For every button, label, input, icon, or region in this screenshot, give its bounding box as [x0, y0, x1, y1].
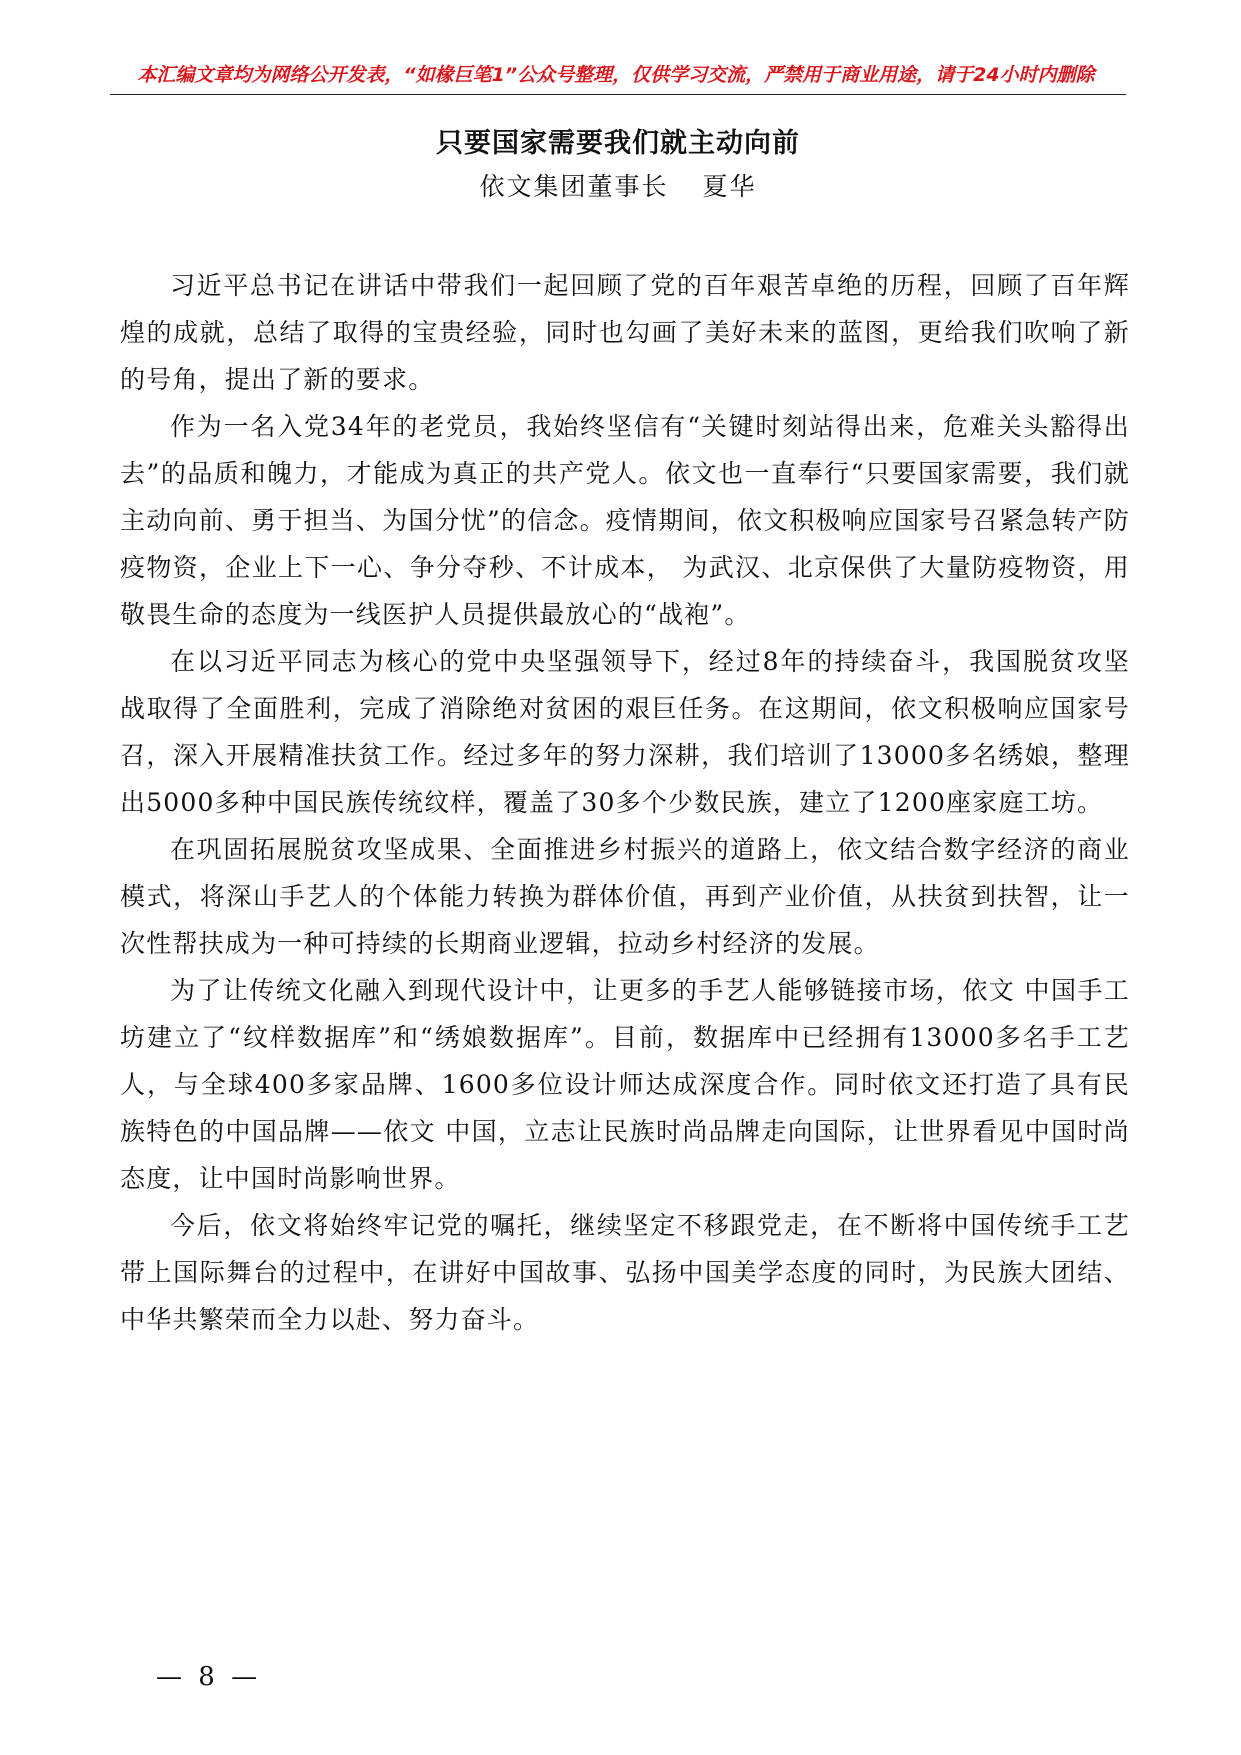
article-byline: [110, 170, 1126, 204]
paragraph: 习近平总书记在讲话中带我们一起回顾了党的百年艰苦卓绝的历程，回顾了百年辉煌的成就，总结了取得的宝贵经验，同时也勾画了美好未来的蓝图，更给我们吹响了新的号角，提出了新的要求。: [120, 271, 1130, 394]
author-title: 依文集团董事长: [479, 172, 669, 201]
header-notice: 本汇编文章均为网络公开发表，“如椽巨笔1”公众号整理，仅供学习交流，严禁用于商业用途，请于24小时内删除: [137, 64, 1095, 86]
paragraph: 在以习近平同志为核心的党中央坚强领导下，经过8年的持续奋斗，我国脱贫攻坚战取得了全面胜利，完成了消除绝对贫困的艰巨任务。在这期间，依文积极响应国家号召，深入开展精准扶贫工作。经过多年的努力深耕，我们培训了13000多名绣娘，整理出5000多种中国民族传统纹样，覆盖了30多个少数民族，建立了1200座家庭工坊。: [120, 647, 1130, 817]
page-number: — 8 —: [156, 1662, 262, 1692]
article-body: [120, 262, 1130, 1343]
paragraph: 作为一名入党34年的老党员，我始终坚信有“关键时刻站得出来，危难关头豁得出去”的品质和魄力，才能成为真正的共产党人。依文也一直奉行“只要国家需要，我们就主动向前、勇于担当、为国分忧”的信念。疫情期间，依文积极响应国家号召紧急转产防疫物资，企业上下一心、争分夺秒、不计成本， 为武汉、北京保供了大量防疫物资，用敬畏生命的态度为一线医护人员提供最放心的“战袍”。: [120, 412, 1130, 629]
author-name: 夏华: [702, 172, 757, 201]
paragraph: 今后，依文将始终牢记党的嘱托，继续坚定不移跟党走，在不断将中国传统手工艺带上国际舞台的过程中，在讲好中国故事、弘扬中国美学态度的同时，为民族大团结、中华共繁荣而全力以赴、努力奋斗。: [120, 1211, 1130, 1334]
paragraph: 为了让传统文化融入到现代设计中，让更多的手艺人能够链接市场，依文 中国手工坊建立了“纹样数据库”和“绣娘数据库”。目前，数据库中已经拥有13000多名手工艺人，与全球400多家品牌、1600多位设计师达成深度合作。同时依文还打造了具有民族特色的中国品牌——依文 中国，立志让民族时尚品牌走向国际，让世界看见中国时尚态度，让中国时尚影响世界。: [120, 976, 1130, 1193]
header-divider: [110, 94, 1126, 95]
paragraph: 在巩固拓展脱贫攻坚成果、全面推进乡村振兴的道路上，依文结合数字经济的商业模式，将深山手艺人的个体能力转换为群体价值，再到产业价值，从扶贫到扶智，让一次性帮扶成为一种可持续的长期商业逻辑，拉动乡村经济的发展。: [120, 835, 1130, 958]
article-title: 只要国家需要我们就主动向前: [436, 128, 800, 159]
